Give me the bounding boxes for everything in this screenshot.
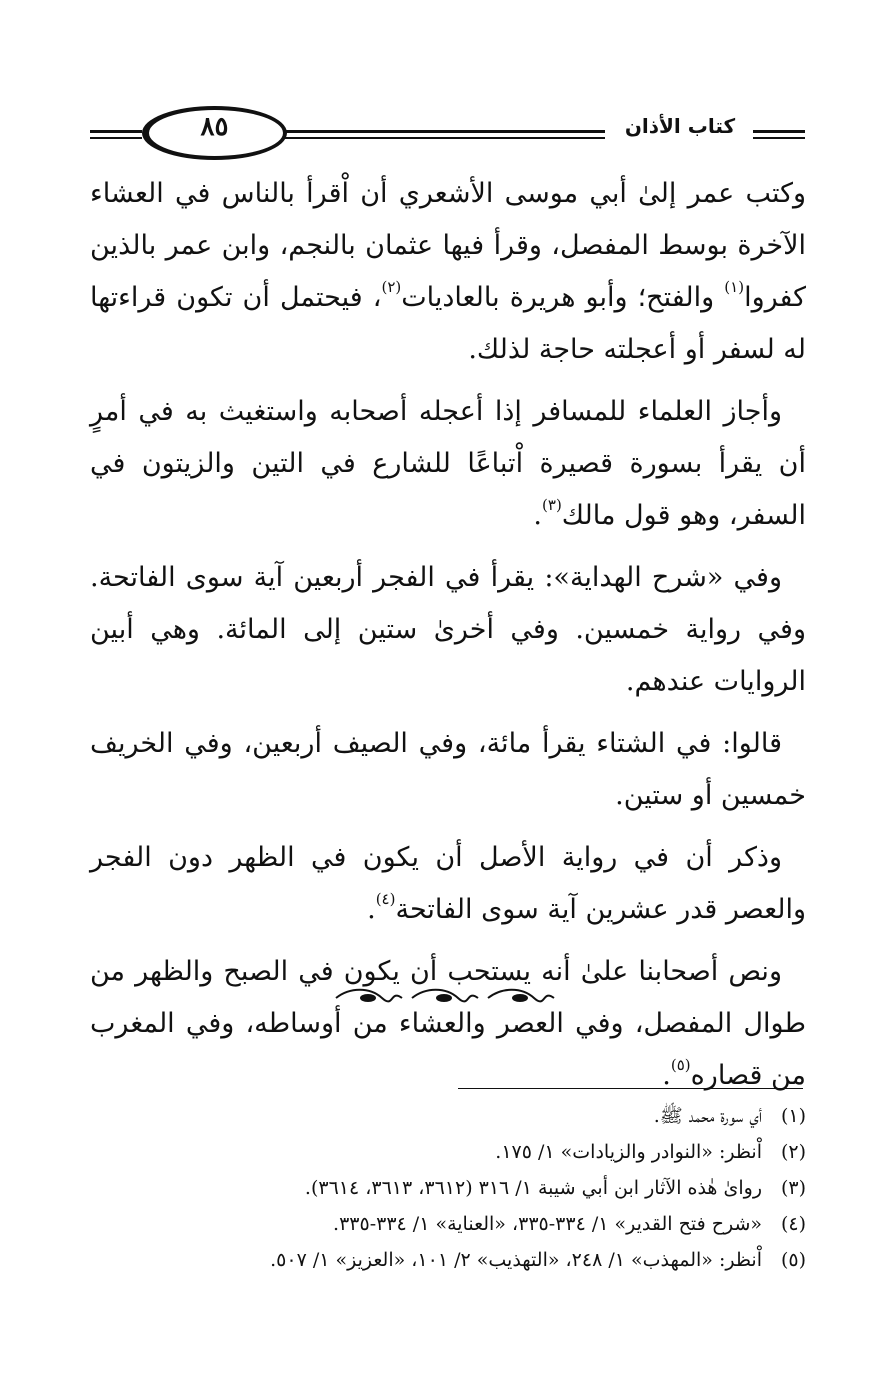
page-number: ٨٥ — [200, 112, 229, 142]
footnote-text: رواىٰ هٰذه الآثار ابن أبي شيبة ١/ ٣١٦ (٣٦١٢، ٣٦١٣، ٣٦١٤). — [304, 1177, 762, 1199]
header-rule — [753, 130, 805, 133]
footnote-marker[interactable]: (٢) — [381, 278, 402, 296]
paragraph — [90, 552, 806, 708]
paragraph-text: . — [367, 894, 376, 925]
header-rule — [90, 137, 142, 139]
header-rule — [285, 137, 605, 139]
footnote-number: (٣) — [780, 1177, 806, 1199]
paragraph — [90, 168, 806, 376]
running-title: كتاب الأذان — [624, 114, 736, 138]
footnote-number: (٥) — [780, 1249, 806, 1271]
footnote-text: اْنظر: «النوادر والزيادات» ١/ ١٧٥. — [495, 1141, 762, 1163]
footnote-marker[interactable]: (١) — [724, 278, 745, 296]
paragraph — [90, 946, 806, 1102]
footnote-number: (٤) — [780, 1213, 806, 1235]
paragraph-text: ونص أصحابنا علىٰ أنه يستحب أن يكون في الصبح والظهر من طوال المفصل، وفي العصر والعشاء من أوساطه، وفي المغرب من قصاره — [90, 956, 806, 1091]
footnote-number: (١) — [780, 1105, 806, 1127]
footnote-item — [160, 1134, 806, 1170]
paragraph-text: وفي «شرح الهداية»: يقرأ في الفجر أربعين آية سوى الفاتحة. وفي رواية خمسين. وفي أخرىٰ ستين إلى المائة. وهي أبين الروايات عندهم. — [90, 562, 806, 697]
ornament-divider — [330, 985, 560, 1011]
ornament-icon — [330, 985, 560, 1011]
page-header — [90, 100, 805, 160]
paragraph — [90, 386, 806, 542]
footnote-item — [160, 1206, 806, 1242]
footnote-separator — [458, 1088, 803, 1089]
footnote-text: أي سورة محمد ﷺ. — [653, 1105, 762, 1127]
main-text — [90, 168, 806, 1112]
header-rule — [90, 130, 142, 133]
paragraph-text: والفتح؛ وأبو هريرة بالعاديات — [401, 282, 725, 313]
paragraph — [90, 718, 806, 822]
footnotes — [160, 1098, 806, 1278]
footnote-item — [160, 1170, 806, 1206]
paragraph-text: قالوا: في الشتاء يقرأ مائة، وفي الصيف أربعين، وفي الخريف خمسين أو ستين. — [90, 728, 806, 811]
paragraph — [90, 832, 806, 936]
footnote-text: اْنظر: «المهذب» ١/ ٢٤٨، «التهذيب» ٢/ ١٠١، «العزيز» ١/ ٥٠٧. — [270, 1249, 762, 1271]
footnote-number: (٢) — [780, 1141, 806, 1163]
paragraph-text: وأجاز العلماء للمسافر إذا أعجله أصحابه واستغيث به في أمرٍ أن يقرأ بسورة قصيرة اْتباعًا للشارع في التين والزيتون في السفر، وهو قول مالك — [90, 396, 806, 531]
footnote-item — [160, 1098, 806, 1134]
paragraph-text: ، فيحتمل أن تكون قراءتها له لسفر أو أعجلته حاجة لذلك. — [90, 282, 806, 365]
paragraph-text: . — [662, 1060, 671, 1091]
footnote-marker[interactable]: (٤) — [375, 890, 396, 908]
footnote-marker[interactable]: (٣) — [542, 496, 562, 514]
footnote-marker[interactable]: (٥) — [670, 1056, 691, 1074]
paragraph-text: . — [533, 500, 543, 531]
header-rule — [753, 137, 805, 139]
paragraph-text: وكتب عمر إلىٰ أبي موسى الأشعري أن اْقرأ بالناس في العشاء الآخرة بوسط المفصل، وقرأ فيها عثمان بالنجم، وابن عمر بالذين كفروا — [90, 178, 807, 313]
header-rule — [285, 130, 605, 133]
footnote-text: «شرح فتح القدير» ١/ ٣٣٤-٣٣٥، «العناية» ١/ ٣٣٤-٣٣٥. — [333, 1213, 762, 1235]
footnote-item — [160, 1242, 806, 1278]
paragraph-text: وذكر أن في رواية الأصل أن يكون في الظهر دون الفجر والعصر قدر عشرين آية سوى الفاتحة — [90, 842, 806, 925]
